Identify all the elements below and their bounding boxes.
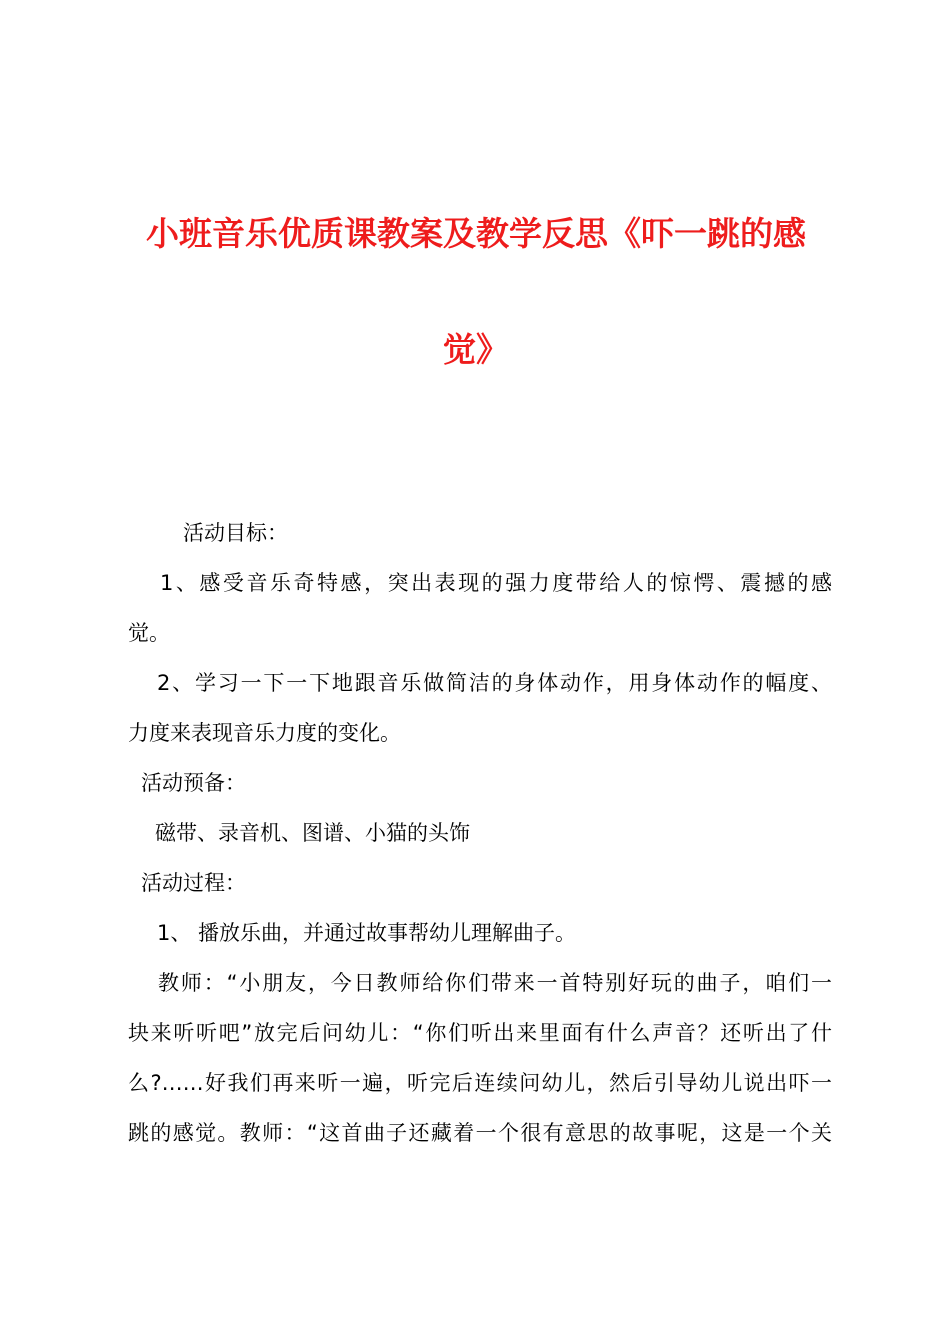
- paragraph-line: 觉。: [128, 621, 170, 645]
- paragraph-line: 2、学习一下一下地跟音乐做简洁的身体动作，用身体动作的幅度、: [157, 671, 832, 695]
- heading-activity-preparation: 活动预备：: [141, 771, 246, 795]
- document-title-line-2: 觉》: [443, 330, 509, 369]
- paragraph-line: 块来听听吧”放完后问幼儿：“你们听出来里面有什么声音？还听出了什: [128, 1021, 832, 1045]
- paragraph-line: 跳的感觉。教师：“这首曲子还藏着一个很有意思的故事呢，这是一个关: [128, 1121, 832, 1145]
- heading-activity-process: 活动过程：: [141, 871, 246, 895]
- document-title-line-1: 小班音乐优质课教案及教学反思《吓一跳的感: [146, 214, 806, 253]
- paragraph-line: 么?……好我们再来听一遍，听完后连续问幼儿，然后引导幼儿说出吓一: [128, 1071, 832, 1095]
- paragraph-line: 磁带、录音机、图谱、小猫的头饰: [155, 821, 470, 845]
- heading-activity-goals: 活动目标：: [183, 521, 288, 545]
- paragraph-line: 1、感受音乐奇特感，突出表现的强力度带给人的惊愕、震撼的感: [160, 571, 832, 595]
- paragraph-line: 教师：“小朋友，今日教师给你们带来一首特别好玩的曲子，咱们一: [158, 971, 832, 995]
- paragraph-line: 力度来表现音乐力度的变化。: [128, 721, 401, 745]
- paragraph-line: 1、 播放乐曲，并通过故事帮幼儿理解曲子。: [157, 921, 577, 945]
